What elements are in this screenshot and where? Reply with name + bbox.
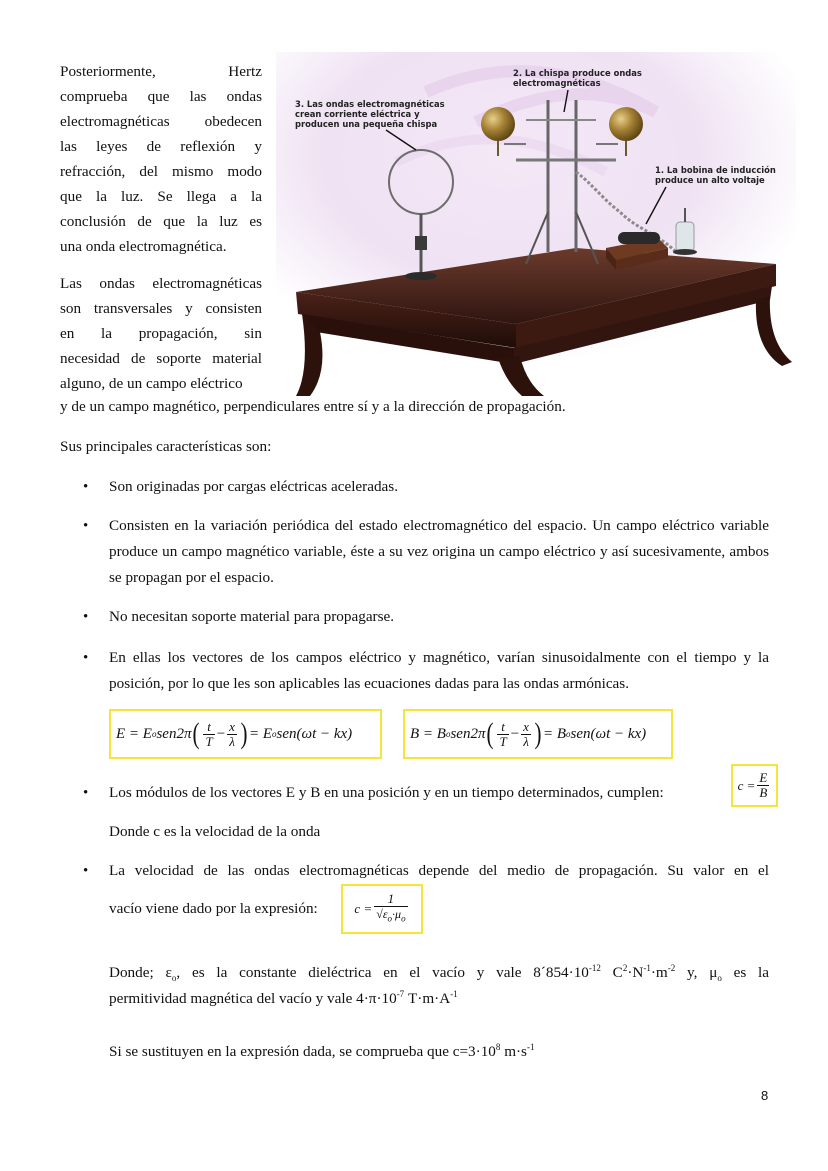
bullet-6-note-2 (109, 981, 769, 1012)
formula-text: sen2π (450, 725, 486, 742)
intro-paragraph-2 (60, 271, 262, 396)
hertz-experiment-figure (276, 52, 796, 398)
paren: ) (534, 717, 542, 750)
formula-text: sen2π (156, 725, 192, 742)
fraction (757, 771, 769, 800)
denominator: T (205, 733, 213, 749)
paren: ) (240, 717, 248, 750)
numerator: E (759, 770, 768, 785)
formula-text: ε (382, 907, 388, 922)
text-line: las leyes de reflexión y (60, 138, 262, 155)
fraction (497, 720, 508, 749)
numerator: 1 (387, 891, 395, 907)
formula-text: sen(ωt − kx) (570, 725, 647, 742)
bullet-text-6-line1: La velocidad de las ondas electromagnéticas depende del medio de propagación. Su valor en el (109, 862, 769, 879)
bullet-icon: • (83, 609, 89, 625)
formula-text: c = (354, 901, 373, 916)
subscript: o (445, 729, 451, 739)
text-line: comprueba que las ondas (60, 88, 262, 105)
bullet-5-note: Donde c es la velocidad de la onda (109, 823, 321, 840)
induction-coil (618, 232, 660, 244)
formula-text: = E (248, 725, 272, 742)
label-3-line: crean corriente eléctrica y (295, 109, 420, 119)
fraction (227, 720, 237, 749)
denominator: λ (523, 733, 529, 749)
transmitter-sphere (481, 107, 515, 141)
formula-text: sen(ωt − kx) (276, 725, 353, 742)
bullet-text-2: Consisten en la variación periódica del estado electromagnético del espacio. Un campo eléctrico variable produce un campo magnético variable, éste a su vez origina un campo eléctrico y así sucesivamente, ambos se propagan por el espacio. (109, 517, 769, 586)
numerator: x (523, 718, 529, 734)
bullet-icon: • (83, 479, 89, 495)
intro-paragraph-2-tail: y de un campo magnético, perpendiculares entre sí y a la dirección de propagación. (60, 398, 566, 415)
formula-text: E = E (116, 725, 152, 742)
formula-c-speed (341, 884, 423, 934)
note-text: m·s (500, 1043, 527, 1061)
note-text: es la (721, 964, 770, 982)
subscript: o (151, 729, 157, 739)
note-text: ·m (650, 964, 668, 982)
text-line: alguno, de un campo eléctrico (60, 375, 243, 392)
numerator: t (207, 718, 211, 734)
text-line: Posteriormente, Hertz (60, 63, 262, 80)
text-line: refracción, del mismo modo (60, 163, 262, 180)
numerator: x (229, 718, 235, 734)
bullet-icon: • (83, 863, 89, 879)
note-text: ·N (627, 964, 644, 982)
bullet-text-1: Son originadas por cargas eléctricas aceleradas. (109, 478, 398, 495)
note-text: permitividad magnética del vacío y vale 4·π·10 (109, 990, 397, 1008)
text-line: en la propagación, sin (60, 325, 262, 342)
label-2-line: electromagnéticas (513, 78, 601, 88)
text-line: Las ondas electromagnéticas (60, 275, 262, 292)
superscript: -7 (396, 989, 405, 999)
fraction (203, 720, 214, 749)
superscript: -1 (450, 989, 458, 999)
text-line: necesidad de soporte material (60, 350, 262, 367)
subscript: o (566, 729, 571, 739)
fraction (521, 720, 531, 749)
paren: ( (192, 717, 200, 750)
label-1-line: produce un alto voltaje (655, 175, 765, 185)
subscript: o (272, 729, 277, 739)
superscript: -1 (526, 1042, 535, 1052)
text-line: electromagnéticas obedecen (60, 113, 262, 130)
note-text: C (600, 964, 623, 982)
section-heading: Sus principales características son: (60, 438, 272, 455)
text-line: una onda electromagnética. (60, 238, 227, 255)
bullet-6-note-3 (109, 1034, 769, 1065)
paren: ( (486, 717, 494, 750)
formula-text: c = (737, 777, 756, 793)
intro-paragraph-1 (60, 59, 262, 259)
label-3-line: producen una pequeña chispa (295, 119, 438, 129)
subscript: o (401, 913, 406, 924)
bullet-text-4: En ellas los vectores de los campos eléctrico y magnético, varían sinusoidalmente con el tiempo y la posición, por lo que les son aplicables las ecuaciones dadas para las ondas armónicas. (109, 649, 769, 692)
denominator: λ (229, 733, 235, 749)
note-text: y, μ (675, 964, 718, 982)
page-number: 8 (761, 1088, 769, 1103)
label-3-line: 3. Las ondas electromagnéticas (295, 99, 445, 109)
numerator: t (501, 718, 505, 734)
subscript: o (387, 913, 393, 924)
note-text: Si se sustituyen en la expresión dada, se comprueba que c=3·10 (109, 1043, 496, 1061)
subscript: o (171, 973, 177, 984)
battery-jar (676, 222, 694, 252)
superscript: -1 (643, 963, 651, 973)
formula-text: = B (542, 725, 566, 742)
formula-e-field (109, 709, 382, 759)
formula-text: ·μ (392, 907, 402, 922)
denominator: B (759, 785, 768, 800)
note-text: T·m·A (404, 990, 451, 1008)
bullet-text-6-line2: vacío viene dado por la expresión: (109, 900, 318, 917)
formula-b-field (403, 709, 673, 759)
label-2-line: 2. La chispa produce ondas (513, 68, 642, 78)
formula-c-eb (731, 764, 778, 807)
note-text: , es la constante dieléctrica en el vacío y vale 8´854·10 (176, 964, 589, 982)
formula-text: B = B (410, 725, 446, 742)
note-text: Donde; ε (109, 964, 172, 982)
superscript: -12 (588, 963, 601, 973)
fraction (374, 892, 407, 925)
superscript: 2 (622, 963, 628, 973)
minus: − (216, 725, 226, 742)
bullet-text-5: Los módulos de los vectores E y B en una posición y en un tiempo determinados, cumplen: (109, 784, 664, 801)
bullet-icon: • (83, 785, 89, 801)
label-1-line: 1. La bobina de inducción (655, 165, 776, 175)
minus: − (510, 725, 520, 742)
superscript: -2 (667, 963, 676, 973)
transmitter-sphere (609, 107, 643, 141)
text-line: que la luz. Se llega a la (60, 188, 262, 205)
subscript: o (717, 973, 722, 984)
bullet-icon: • (83, 650, 89, 666)
superscript: 8 (495, 1042, 501, 1052)
bullet-text-3: No necesitan soporte material para propagarse. (109, 608, 395, 625)
bullet-icon: • (83, 518, 89, 534)
denominator: T (499, 733, 507, 749)
text-line: son transversales y consisten (60, 300, 262, 317)
text-line: conclusión de que la luz es (60, 213, 262, 230)
denominator: $√\varepsilon_o\cdot\mu_o$ (376, 907, 406, 924)
